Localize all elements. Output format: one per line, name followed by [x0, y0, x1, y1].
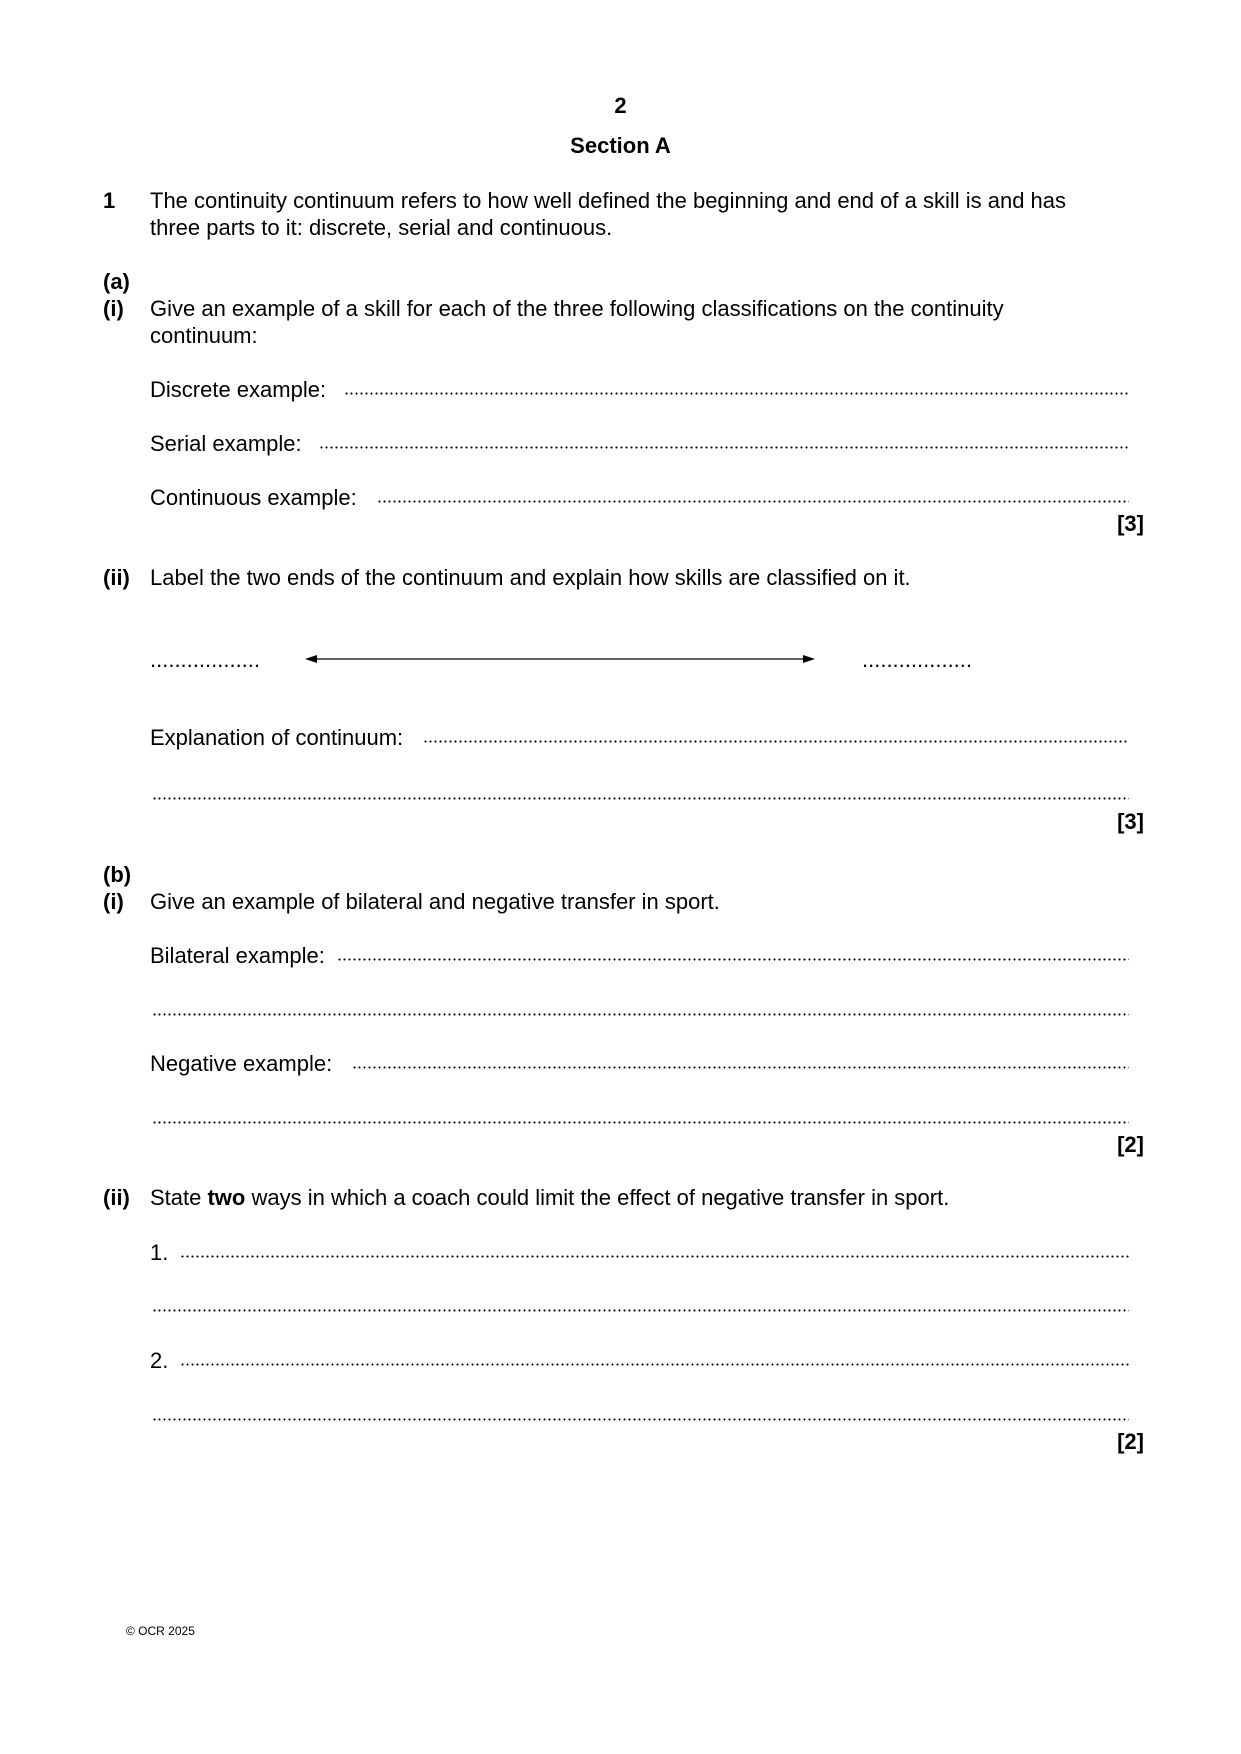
discrete-answer-line[interactable] — [344, 392, 1129, 395]
section-title: Section A — [570, 133, 671, 158]
explanation-answer-line2[interactable] — [152, 797, 1129, 800]
part-a-ii-label: (ii) — [103, 565, 130, 590]
answer-item-2-line1[interactable] — [180, 1363, 1129, 1366]
bilateral-example-label: Bilateral example: — [150, 943, 325, 968]
marks-b-ii: [2] — [1117, 1429, 1144, 1454]
continuum-double-arrow — [305, 652, 815, 666]
question-number: 1 — [103, 188, 116, 213]
continuum-left-end[interactable]: .................. — [150, 647, 261, 672]
part-a-i-text-line2: continuum: — [150, 323, 258, 348]
serial-answer-line[interactable] — [319, 446, 1129, 449]
continuous-answer-line[interactable] — [377, 500, 1129, 503]
part-b-ii-text-before: State — [150, 1185, 208, 1210]
part-b-i-label: (i) — [103, 889, 124, 914]
negative-answer-line1[interactable] — [352, 1066, 1129, 1069]
answer-item-1-line2[interactable] — [152, 1309, 1129, 1312]
bilateral-answer-line1[interactable] — [337, 958, 1129, 961]
marks-b-i: [2] — [1117, 1132, 1144, 1157]
negative-answer-line2[interactable] — [152, 1121, 1129, 1124]
part-b-label: (b) — [103, 862, 132, 887]
part-b-ii-label: (ii) — [103, 1185, 130, 1210]
part-b-ii-text — [150, 1184, 949, 1211]
part-b-ii-text-bold: two — [207, 1185, 246, 1210]
copyright-footer: © OCR 2025 — [126, 1624, 195, 1638]
part-b-ii-text-after: ways in which a coach could limit the effect of negative transfer in sport. — [245, 1185, 950, 1210]
explanation-label: Explanation of continuum: — [150, 725, 404, 750]
answer-item-2-line2[interactable] — [152, 1418, 1129, 1421]
part-b-i-text: Give an example of bilateral and negative transfer in sport. — [150, 889, 720, 914]
question-stem-line2: three parts to it: discrete, serial and continuous. — [150, 215, 613, 240]
continuous-example-label: Continuous example: — [150, 485, 357, 510]
explanation-answer-line1[interactable] — [423, 740, 1129, 743]
marks-a-ii: [3] — [1117, 809, 1144, 834]
discrete-example-label: Discrete example: — [150, 377, 327, 402]
part-a-i-label: (i) — [103, 296, 124, 321]
part-a-label: (a) — [103, 269, 130, 294]
part-a-i-text-line1: Give an example of a skill for each of the three following classifications on the continuity — [150, 296, 1004, 321]
bilateral-answer-line2[interactable] — [152, 1013, 1129, 1016]
serial-example-label: Serial example: — [150, 431, 302, 456]
answer-item-2-label: 2. — [150, 1348, 169, 1373]
answer-item-1-label: 1. — [150, 1240, 169, 1265]
answer-item-1-line1[interactable] — [180, 1255, 1129, 1258]
negative-example-label: Negative example: — [150, 1051, 333, 1076]
part-a-ii-text: Label the two ends of the continuum and explain how skills are classified on it. — [150, 565, 911, 590]
marks-a-i: [3] — [1117, 511, 1144, 536]
page-number: 2 — [614, 93, 627, 118]
question-stem-line1: The continuity continuum refers to how well defined the beginning and end of a skill is and has — [150, 188, 1067, 213]
continuum-right-end[interactable]: .................. — [862, 647, 973, 672]
